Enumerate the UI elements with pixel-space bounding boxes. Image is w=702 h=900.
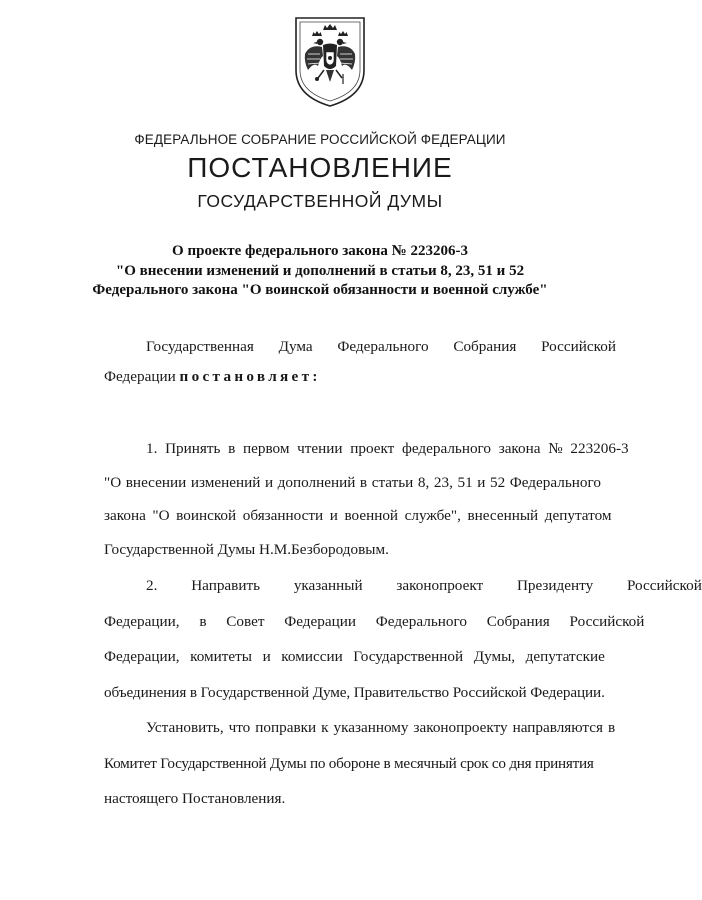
closing-paragraph (104, 710, 616, 817)
document-heading (0, 242, 640, 301)
paragraph-line: закона "О воинской обязанности и военной службе", внесенный депутатом (104, 507, 612, 524)
item-1-paragraph (104, 432, 629, 566)
decree-word: постановляет: (179, 368, 321, 385)
heading-line: Федерального закона "О воинской обязанности и военной службе" (92, 282, 548, 298)
preamble-word: Собрания (453, 338, 517, 355)
document-title: ПОСТАНОВЛЕНИЕ (187, 152, 453, 183)
preamble-word: Российской (541, 338, 616, 355)
preamble-word: Федерального (337, 338, 429, 355)
paragraph-line (104, 332, 616, 362)
document-subtitle: ГОСУДАРСТВЕННОЙ ДУМЫ (197, 191, 443, 211)
paragraph-line: Федерации, комитеты и комиссии Государственной Думы, депутатские (104, 648, 605, 665)
paragraph-line: Комитет Государственной Думы по обороне в месячный срок со дня принятия (104, 754, 594, 772)
paragraph-line: 1. Принять в первом чтении проект федерального закона № 223206-3 (146, 440, 629, 457)
paragraph-line: настоящего Постановления. (104, 790, 286, 807)
paragraph-line: Установить, что поправки к указанному законопроекту направляются в (146, 719, 616, 736)
preamble-text: Федерации (104, 368, 176, 385)
paragraph-line: Федерации, в Совет Федерации Федерального Собрания Российской (104, 612, 645, 630)
paragraph-line: Государственной Думы Н.М.Безбородовым. (104, 540, 389, 558)
paragraph-line: 2. Направить указанный законопроект Президенту Российской (146, 577, 702, 594)
paragraph-line: "О внесении изменений и дополнений в статьи 8, 23, 51 и 52 Федерального (104, 473, 601, 491)
heading-line: "О внесении изменений и дополнений в статьи 8, 23, 51 и 52 (115, 262, 525, 279)
paragraph-line (104, 362, 616, 392)
preamble-word: Дума (278, 338, 313, 355)
paragraph-line: объединения в Государственной Думе, Правительство Российской Федерации. (104, 683, 605, 701)
item-2-paragraph (104, 568, 702, 710)
preamble-word: Государственная (146, 338, 254, 355)
organization-name: ФЕДЕРАЛЬНОЕ СОБРАНИЕ РОССИЙСКОЙ ФЕДЕРАЦИИ (134, 132, 506, 147)
preamble-paragraph (104, 332, 616, 392)
heading-line: О проекте федерального закона № 223206-3 (172, 243, 468, 259)
double-headed-eagle-emblem-icon (290, 14, 370, 110)
